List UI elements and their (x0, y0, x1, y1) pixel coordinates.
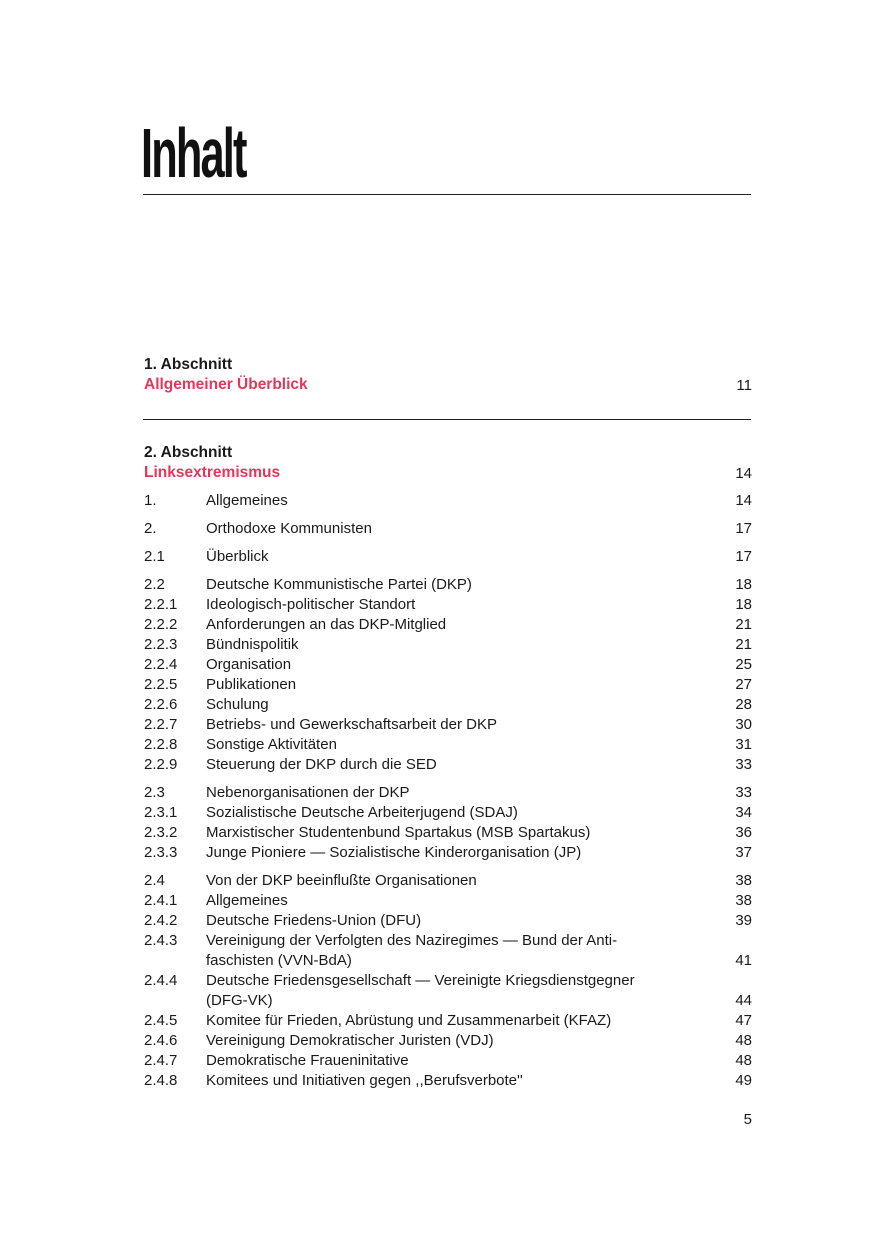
toc-entry-number: 2.4.4 (144, 972, 178, 989)
toc-entry-page: 33 (735, 756, 752, 773)
toc-entry-number: 2.4.2 (144, 912, 178, 929)
toc-entry-title: faschisten (VVN-BdA) (206, 952, 352, 969)
toc-entry-page: 21 (735, 616, 752, 633)
toc-entry-page: 17 (735, 548, 752, 565)
toc-entry-page: 27 (735, 676, 752, 693)
toc-entry-number: 2.4.6 (144, 1032, 178, 1049)
toc-entry-page: 30 (735, 716, 752, 733)
toc-entry-page: 41 (735, 952, 752, 969)
toc-entry-title: Publikationen (206, 676, 297, 693)
toc-entry-number: 2.2.9 (144, 756, 178, 773)
toc-entry-title: Deutsche Kommunistische Partei (DKP) (206, 576, 472, 593)
toc-entry-page: 47 (735, 1012, 752, 1029)
toc-entry-page: 18 (735, 596, 752, 613)
toc-entry-number: 2.3 (144, 784, 165, 801)
toc-entry-title: Betriebs- und Gewerkschaftsarbeit der DKP (206, 716, 497, 733)
page-number: 5 (743, 1111, 752, 1128)
toc-entry-title: Marxistischer Studentenbund Spartakus (MSB Spartakus) (206, 824, 591, 841)
toc-entry-title: Vereinigung Demokratischer Juristen (VDJ) (206, 1032, 494, 1049)
toc-entry-number: 2.1 (144, 548, 165, 565)
toc-entry-page: 49 (735, 1072, 752, 1089)
toc-entry-page: 36 (735, 824, 752, 841)
toc-entry-title: Komitee für Frieden, Abrüstung und Zusammenarbeit (KFAZ) (206, 1012, 612, 1029)
toc-entry-page: 38 (735, 872, 752, 889)
toc-entry-page: 31 (735, 736, 752, 753)
toc-entry-number: 2.2.1 (144, 596, 178, 613)
page-title: Inhalt (141, 114, 246, 192)
section-1-subtitle-text: Allgemeiner Überblick (144, 376, 308, 393)
toc-entry-title: Allgemeines (206, 892, 288, 909)
toc-entry-title: Sonstige Aktivitäten (206, 736, 337, 753)
toc-entry-number: 2.3.2 (144, 824, 178, 841)
toc-entry-page: 28 (735, 696, 752, 713)
toc-entry-title: Orthodoxe Kommunisten (206, 520, 372, 537)
toc-entry-title: Nebenorganisationen der DKP (206, 784, 410, 801)
toc-entry-title: Organisation (206, 656, 292, 673)
toc-entry-number: 2.2.6 (144, 696, 178, 713)
section-2-heading: 2. Abschnitt (144, 444, 233, 461)
toc-entry-title: Steuerung der DKP durch die SED (206, 756, 437, 773)
toc-entry-number: 1. (144, 492, 157, 509)
toc-entry-number: 2.4.3 (144, 932, 178, 949)
toc-entry-number: 2.4.8 (144, 1072, 178, 1089)
toc-entry-number: 2.2.7 (144, 716, 178, 733)
section-2-subtitle-text: Linksextremismus (144, 464, 281, 481)
toc-entry-number: 2.2 (144, 576, 165, 593)
toc-entry-page: 39 (735, 912, 752, 929)
toc-entry-number: 2.3.3 (144, 844, 178, 861)
toc-entry-number: 2.2.4 (144, 656, 178, 673)
toc-entry-title: Bündnispolitik (206, 636, 299, 653)
toc-entry-page: 44 (735, 992, 752, 1009)
toc-entry-title: Junge Pioniere — Sozialistische Kinderorganisation (JP) (206, 844, 582, 861)
toc-entry-page: 21 (735, 636, 752, 653)
toc-entry-page: 14 (735, 492, 752, 509)
toc-entry-number: 2. (144, 520, 157, 537)
toc-entry-number: 2.2.8 (144, 736, 178, 753)
toc-entry-number: 2.4.5 (144, 1012, 178, 1029)
toc-entry-title: Ideologisch-politischer Standort (206, 596, 416, 613)
toc-entry-page: 18 (735, 576, 752, 593)
toc-entry-number: 2.4 (144, 872, 165, 889)
toc-entry-page: 34 (735, 804, 752, 821)
toc-entry-title: Demokratische Fraueninitative (206, 1052, 409, 1069)
toc-entry-title: Schulung (206, 696, 269, 713)
toc-entry-page: 37 (735, 844, 752, 861)
toc-entry-title: Allgemeines (206, 492, 288, 509)
toc-entry-number: 2.3.1 (144, 804, 178, 821)
toc-entry-title: Überblick (206, 548, 269, 565)
section-2-page: 14 (735, 465, 752, 482)
toc-entry-title: (DFG-VK) (206, 992, 273, 1009)
toc-entry-title: Vereinigung der Verfolgten des Naziregimes — Bund der Anti- (206, 932, 618, 949)
toc-entry-number: 2.2.5 (144, 676, 178, 693)
toc-entry-page: 25 (735, 656, 752, 673)
toc-entry-title: Anforderungen an das DKP-Mitglied (206, 616, 447, 633)
toc-entry-page: 48 (735, 1032, 752, 1049)
toc-entry-title: Deutsche Friedensgesellschaft — Vereinigte Kriegsdienstgegner (206, 972, 635, 989)
toc-entry-number: 2.4.7 (144, 1052, 178, 1069)
toc-entry-page: 17 (735, 520, 752, 537)
toc-entry-page: 48 (735, 1052, 752, 1069)
toc-entry-page: 38 (735, 892, 752, 909)
section-1-page: 11 (736, 377, 752, 394)
toc-entry-title: Deutsche Friedens-Union (DFU) (206, 912, 422, 929)
toc-entry-number: 2.2.2 (144, 616, 178, 633)
toc-entry-number: 2.2.3 (144, 636, 178, 653)
toc-entry-title: Komitees und Initiativen gegen ,,Berufsverbote'' (206, 1072, 523, 1089)
toc-entry-title: Von der DKP beeinflußte Organisationen (206, 872, 477, 889)
toc-entry-title: Sozialistische Deutsche Arbeiterjugend (SDAJ) (206, 804, 518, 821)
toc-entry-number: 2.4.1 (144, 892, 178, 909)
section-1-heading: 1. Abschnitt (144, 356, 233, 373)
toc-entry-page: 33 (735, 784, 752, 801)
